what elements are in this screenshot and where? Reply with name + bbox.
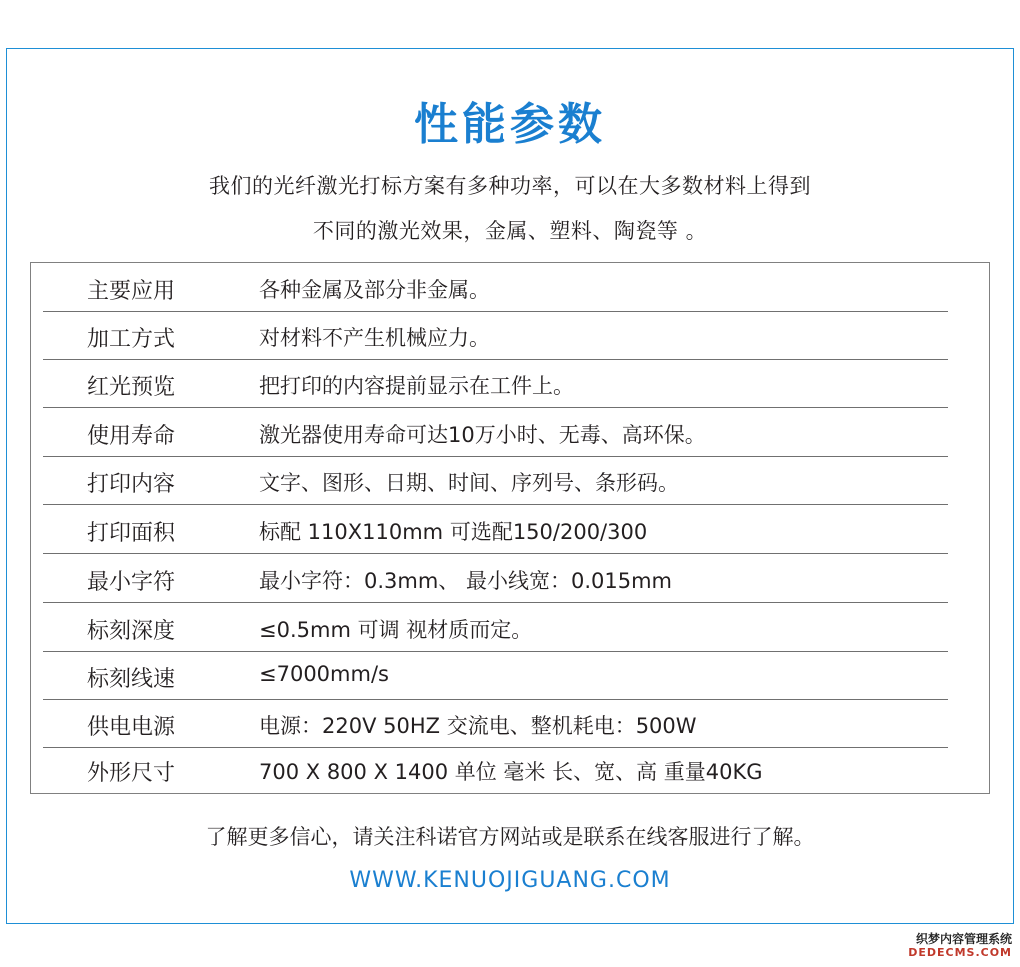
- spec-row: [43, 360, 948, 408]
- spec-value: 把打印的内容提前显示在工件上。: [259, 374, 574, 398]
- spec-key: 标刻深度: [87, 619, 176, 644]
- spec-row: [43, 746, 948, 794]
- spec-row: [43, 652, 948, 700]
- spec-value: 电源：220V 50HZ 交流电、整机耗电：500W: [259, 714, 697, 738]
- intro-line-2: 不同的激光效果，金属、塑料、陶瓷等 。: [312, 219, 708, 243]
- spec-value: 激光器使用寿命可达10万小时、无毒、高环保。: [259, 423, 706, 447]
- spec-key: 打印面积: [87, 521, 176, 546]
- spec-row: [43, 700, 948, 748]
- spec-key: 红光预览: [87, 375, 176, 400]
- spec-key: 打印内容: [87, 472, 176, 497]
- spec-row: [43, 457, 948, 505]
- spec-key: 外形尺寸: [87, 761, 176, 786]
- watermark-line-1: 织梦内容管理系统: [915, 932, 1012, 946]
- spec-row: [43, 312, 948, 360]
- spec-row: [43, 604, 948, 652]
- spec-row: [43, 506, 948, 554]
- spec-key: 供电电源: [87, 715, 176, 740]
- spec-value: 700 X 800 X 1400 单位 毫米 长、宽、高 重量40KG: [259, 760, 763, 784]
- spec-value: 最小字符：0.3mm、 最小线宽：0.015mm: [259, 569, 673, 593]
- spec-key: 主要应用: [87, 279, 176, 304]
- spec-value: 标配 110X110mm 可选配150/200/300: [259, 520, 648, 544]
- intro-line-1: 我们的光纤激光打标方案有多种功率，可以在大多数材料上得到: [209, 174, 811, 198]
- spec-key: 标刻线速: [87, 667, 176, 692]
- spec-value: 文字、图形、日期、时间、序列号、条形码。: [259, 471, 679, 495]
- spec-key: 加工方式: [87, 327, 176, 352]
- spec-row: [43, 264, 948, 312]
- spec-key: 最小字符: [87, 570, 176, 595]
- website-link[interactable]: WWW.KENUOJIGUANG.COM: [349, 868, 671, 893]
- spec-value: ≤7000mm/s: [259, 662, 389, 686]
- spec-row: [43, 409, 948, 457]
- footer-note: 了解更多信心，请关注科诺官方网站或是联系在线客服进行了解。: [205, 825, 815, 849]
- spec-value: 对材料不产生机械应力。: [259, 326, 490, 350]
- watermark: [900, 930, 1012, 962]
- spec-key: 使用寿命: [87, 424, 176, 449]
- page-title: 性能参数: [414, 99, 606, 150]
- spec-row: [43, 555, 948, 603]
- spec-value: ≤0.5mm 可调 视材质而定。: [259, 618, 533, 642]
- watermark-line-2: DEDECMS.COM: [908, 946, 1012, 959]
- spec-value: 各种金属及部分非金属。: [259, 278, 490, 302]
